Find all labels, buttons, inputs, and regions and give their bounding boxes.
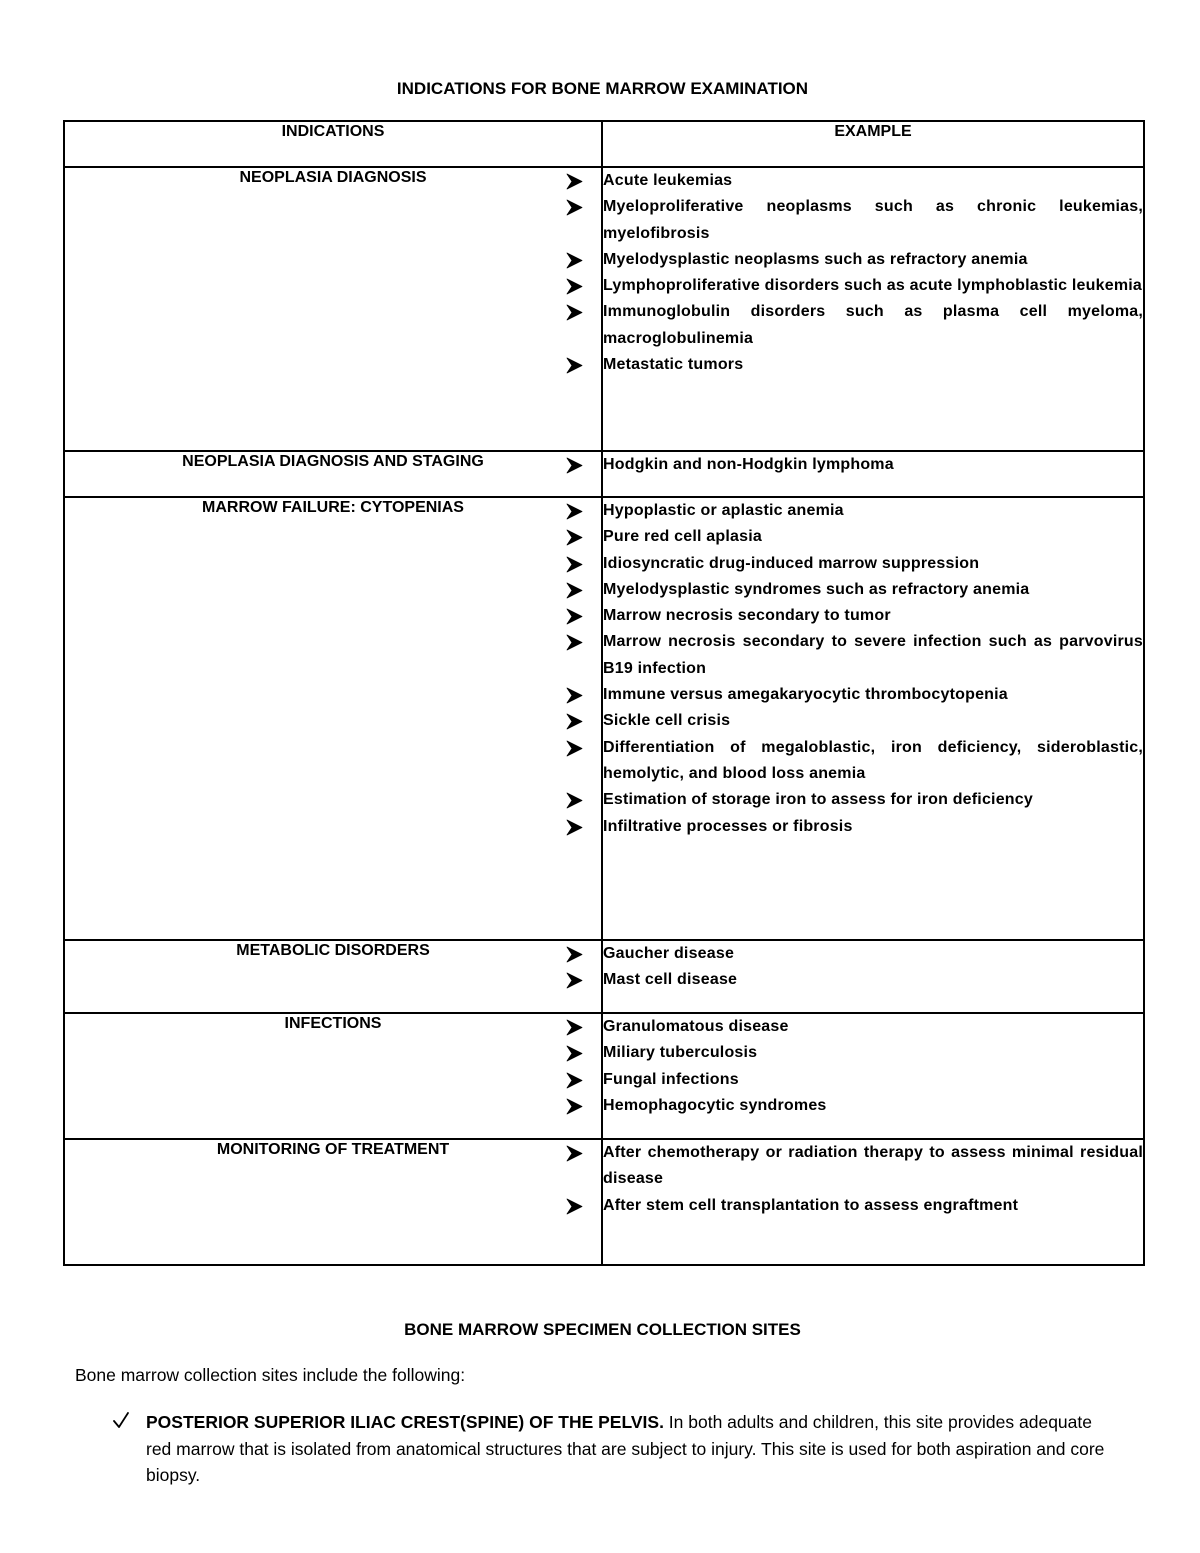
example-text: Differentiation of megaloblastic, iron deficiency, sideroblastic, hemolytic, and blood loss anemia [603, 738, 1143, 782]
example-list [603, 452, 1143, 478]
example-text: Hypoplastic or aplastic anemia [603, 502, 844, 519]
list-item [603, 194, 1143, 247]
example-cell [602, 940, 1144, 1013]
example-list [603, 168, 1143, 378]
example-text: Immune versus amegakaryocytic thrombocytopenia [603, 686, 1008, 704]
example-text: Sickle cell crisis [603, 712, 731, 730]
site-name: POSTERIOR SUPERIOR ILIAC CREST(SPINE) OF THE PELVIS. [146, 1412, 664, 1432]
arrowhead-bullet-icon [566, 304, 583, 321]
list-item [603, 629, 1143, 682]
list-item [603, 967, 1143, 993]
example-text: Myelodysplastic syndromes such as refractory anemia [603, 580, 1030, 598]
example-list [603, 1140, 1143, 1219]
list-item [603, 682, 1143, 708]
intro-text: Bone marrow collection sites include the following: [75, 1365, 466, 1385]
arrowhead-bullet-icon [566, 740, 583, 757]
list-item [603, 168, 1143, 194]
arrowhead-bullet-icon [566, 357, 583, 374]
list-item [603, 1093, 1143, 1119]
list-item [603, 1067, 1143, 1093]
arrowhead-bullet-icon [566, 556, 583, 573]
example-text: Fungal infections [603, 1070, 739, 1088]
list-item [603, 1040, 1143, 1066]
checkmark-icon [112, 1410, 130, 1430]
example-text: After chemotherapy or radiation therapy to assess minimal residual disease [603, 1144, 1143, 1188]
example-text: Hodgkin and non-Hodgkin lymphoma [603, 456, 894, 473]
arrowhead-bullet-icon [566, 687, 583, 704]
table-row [64, 1013, 1144, 1139]
indications-table [63, 120, 1145, 1266]
arrowhead-bullet-icon [566, 529, 583, 546]
arrowhead-bullet-icon [566, 582, 583, 599]
arrowhead-bullet-icon [566, 819, 583, 836]
indication-cell: MONITORING OF TREATMENT [64, 1139, 602, 1265]
table-row [64, 451, 1144, 497]
collection-site-item [146, 1409, 1116, 1489]
example-text: Pure red cell aplasia [603, 528, 762, 546]
example-list [603, 1014, 1143, 1119]
section-title: BONE MARROW SPECIMEN COLLECTION SITES [404, 1320, 801, 1339]
list-item [603, 1140, 1143, 1193]
list-item [603, 577, 1143, 603]
arrowhead-bullet-icon [566, 1045, 583, 1062]
arrowhead-bullet-icon [566, 457, 583, 474]
arrowhead-bullet-icon [566, 1145, 583, 1162]
table-row [64, 940, 1144, 1013]
arrowhead-bullet-icon [566, 1198, 583, 1215]
arrowhead-bullet-icon [566, 946, 583, 963]
example-text: Infiltrative processes or fibrosis [603, 817, 853, 835]
example-text: Granulomatous disease [603, 1018, 789, 1035]
site-description: In both adults and children, this site provides adequate red marrow that is isolated from anatomical structures that are subject to injury. This site is used for both aspiration and core biopsy. [146, 1412, 1105, 1485]
list-item [603, 735, 1143, 788]
list-item [603, 603, 1143, 629]
list-item [603, 299, 1143, 352]
page-title: INDICATIONS FOR BONE MARROW EXAMINATION [396, 79, 809, 98]
arrowhead-bullet-icon [566, 792, 583, 809]
list-item [603, 814, 1143, 840]
table-row [64, 1139, 1144, 1265]
example-cell [602, 1139, 1144, 1265]
example-cell [602, 1013, 1144, 1139]
example-cell [602, 451, 1144, 497]
list-item [603, 452, 1143, 478]
example-text: Hemophagocytic syndromes [603, 1096, 827, 1114]
indication-cell: METABOLIC DISORDERS [64, 940, 602, 1013]
list-item [603, 273, 1143, 299]
example-text: Acute leukemias [603, 172, 733, 189]
example-list [603, 498, 1143, 840]
example-list [603, 941, 1143, 994]
example-text: Myelodysplastic neoplasms such as refractory anemia [603, 250, 1028, 268]
example-text: Marrow necrosis secondary to severe infection such as parvovirus B19 infection [603, 633, 1143, 677]
list-item [603, 247, 1143, 273]
arrowhead-bullet-icon [566, 252, 583, 269]
example-text: Idiosyncratic drug-induced marrow suppression [603, 554, 980, 572]
arrowhead-bullet-icon [566, 972, 583, 989]
arrowhead-bullet-icon [566, 199, 583, 216]
list-item [603, 1193, 1143, 1219]
example-text: Estimation of storage iron to assess for iron deficiency [603, 791, 1033, 809]
list-item [603, 551, 1143, 577]
indication-cell: NEOPLASIA DIAGNOSIS [64, 167, 602, 451]
arrowhead-bullet-icon [566, 1019, 583, 1036]
arrowhead-bullet-icon [566, 278, 583, 295]
table-header-row [64, 121, 1144, 167]
example-text: Gaucher disease [603, 945, 735, 962]
arrowhead-bullet-icon [566, 173, 583, 190]
example-text: Immunoglobulin disorders such as plasma cell myeloma, macroglobulinemia [603, 303, 1143, 347]
table-body [64, 167, 1144, 1265]
list-item [603, 941, 1143, 967]
arrowhead-bullet-icon [566, 1072, 583, 1089]
list-item [603, 708, 1143, 734]
table-row [64, 167, 1144, 451]
arrowhead-bullet-icon [566, 608, 583, 625]
example-text: Lymphoproliferative disorders such as acute lymphoblastic leukemia [603, 277, 1142, 295]
arrowhead-bullet-icon [566, 634, 583, 651]
example-cell [602, 167, 1144, 451]
list-item [603, 352, 1143, 378]
example-cell [602, 497, 1144, 940]
indication-cell: MARROW FAILURE: CYTOPENIAS [64, 497, 602, 940]
list-item [603, 498, 1143, 524]
example-text: Miliary tuberculosis [603, 1044, 758, 1062]
list-item [603, 524, 1143, 550]
indication-cell: NEOPLASIA DIAGNOSIS AND STAGING [64, 451, 602, 497]
column-header-indications: INDICATIONS [64, 121, 602, 167]
list-item [603, 1014, 1143, 1040]
table-row [64, 497, 1144, 940]
example-text: Myeloproliferative neoplasms such as chronic leukemias, myelofibrosis [603, 198, 1143, 242]
arrowhead-bullet-icon [566, 713, 583, 730]
indication-cell: INFECTIONS [64, 1013, 602, 1139]
example-text: Metastatic tumors [603, 356, 744, 374]
list-item [603, 787, 1143, 813]
arrowhead-bullet-icon [566, 1098, 583, 1115]
example-text: Mast cell disease [603, 971, 738, 989]
example-text: After stem cell transplantation to assess engraftment [603, 1196, 1019, 1214]
example-text: Marrow necrosis secondary to tumor [603, 607, 891, 625]
column-header-example: EXAMPLE [602, 121, 1144, 167]
arrowhead-bullet-icon [566, 503, 583, 520]
